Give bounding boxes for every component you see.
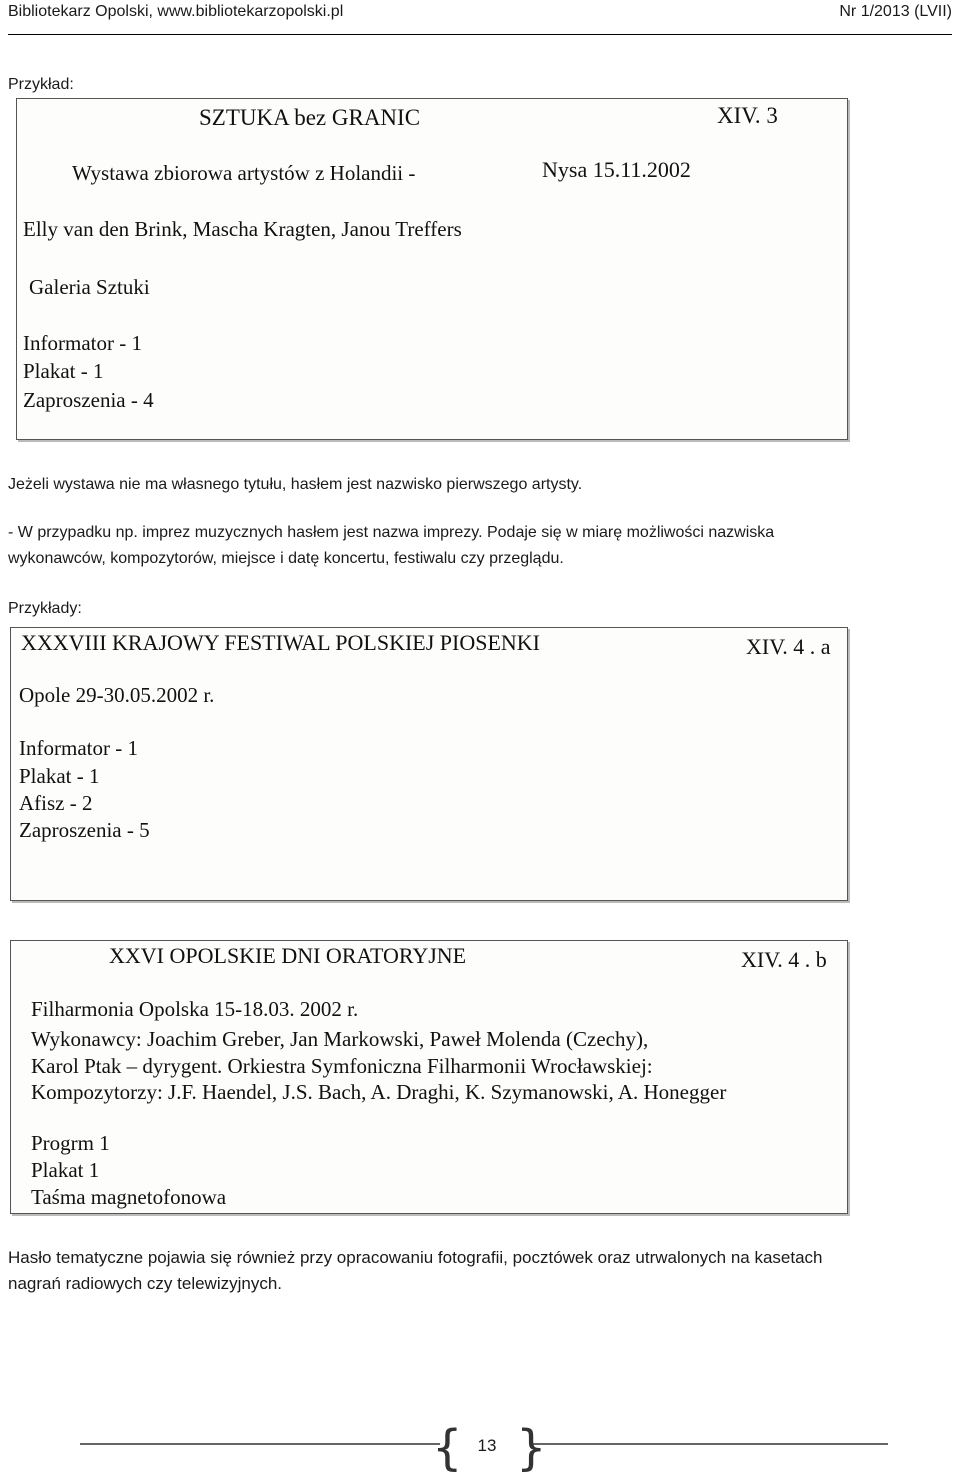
footer-rule-left (80, 1443, 440, 1445)
card-item: Zaproszenia - 5 (19, 818, 150, 842)
header-publication: Bibliotekarz Opolski, www.bibliotekarzopolski.pl (8, 3, 344, 20)
example-label: Przykład: (8, 76, 74, 93)
footer-brace-left: { (432, 1420, 463, 1476)
card-title: SZTUKA bez GRANIC (199, 105, 421, 130)
footer-rule-right (532, 1443, 888, 1445)
card-venue: Galeria Sztuki (29, 275, 150, 299)
card-artists: Elly van den Brink, Mascha Kragten, Janou Treffers (23, 217, 462, 241)
card-event-line: Wystawa zbiorowa artystów z Holandii - (72, 161, 416, 185)
card-title: XXXVIII KRAJOWY FESTIWAL POLSKIEJ PIOSENKI (21, 630, 541, 655)
page-number: 13 (477, 1436, 497, 1455)
card-item: Taśma magnetofonowa (31, 1185, 227, 1209)
card-item: Zaproszenia - 4 (23, 388, 154, 412)
card-line: Kompozytorzy: J.F. Haendel, J.S. Bach, A. Draghi, K. Szymanowski, A. Honegger (31, 1080, 727, 1104)
catalog-card-oratorio (10, 940, 848, 1214)
card-line: Karol Ptak – dyrygent. Orkiestra Symfoniczna Filharmonii Wrocławskiej: (31, 1054, 653, 1078)
page-header (8, 0, 952, 35)
paragraph-music-line2: wykonawców, kompozytorów, miejsce i datę koncertu, festiwalu czy przeglądu. (8, 550, 564, 567)
footer-brace-right: } (516, 1420, 547, 1476)
catalog-card-exhibition (16, 98, 848, 440)
card-item: Informator - 1 (19, 736, 138, 760)
card-signature: XIV. 4 . a (746, 634, 831, 659)
card-signature: XIV. 3 (717, 103, 778, 128)
card-item: Plakat - 1 (23, 359, 104, 383)
paragraph-music-line1: - W przypadku np. imprez muzycznych hasłem jest nazwa imprezy. Podaje się w miarę możliwości nazwiska (8, 524, 775, 541)
paragraph-thematic-line1: Hasło tematyczne pojawia się również przy opracowaniu fotografii, pocztówek oraz utrwalonych na kasetach (8, 1248, 823, 1267)
card-place-date: Nysa 15.11.2002 (542, 157, 691, 182)
card-line: Filharmonia Opolska 15-18.03. 2002 r. (31, 997, 359, 1021)
paragraph-thematic-line2: nagrań radiowych czy telewizyjnych. (8, 1274, 283, 1293)
card-item: Plakat - 1 (19, 764, 100, 788)
card-item: Progrm 1 (31, 1131, 110, 1155)
paragraph-untitled-exhibition: Jeżeli wystawa nie ma własnego tytułu, hasłem jest nazwisko pierwszego artysty. (8, 476, 583, 493)
header-issue: Nr 1/2013 (LVII) (839, 3, 952, 20)
card-line: Wykonawcy: Joachim Greber, Jan Markowski, Paweł Molenda (Czechy), (31, 1027, 649, 1051)
card-item: Afisz - 2 (19, 791, 93, 815)
card-title: XXVI OPOLSKIE DNI ORATORYJNE (109, 943, 467, 968)
card-place-date: Opole 29-30.05.2002 r. (19, 683, 215, 707)
card-signature: XIV. 4 . b (741, 947, 827, 972)
catalog-card-festival (10, 627, 848, 901)
examples-label: Przykłady: (8, 600, 82, 617)
card-item: Plakat 1 (31, 1158, 100, 1182)
card-item: Informator - 1 (23, 331, 142, 355)
